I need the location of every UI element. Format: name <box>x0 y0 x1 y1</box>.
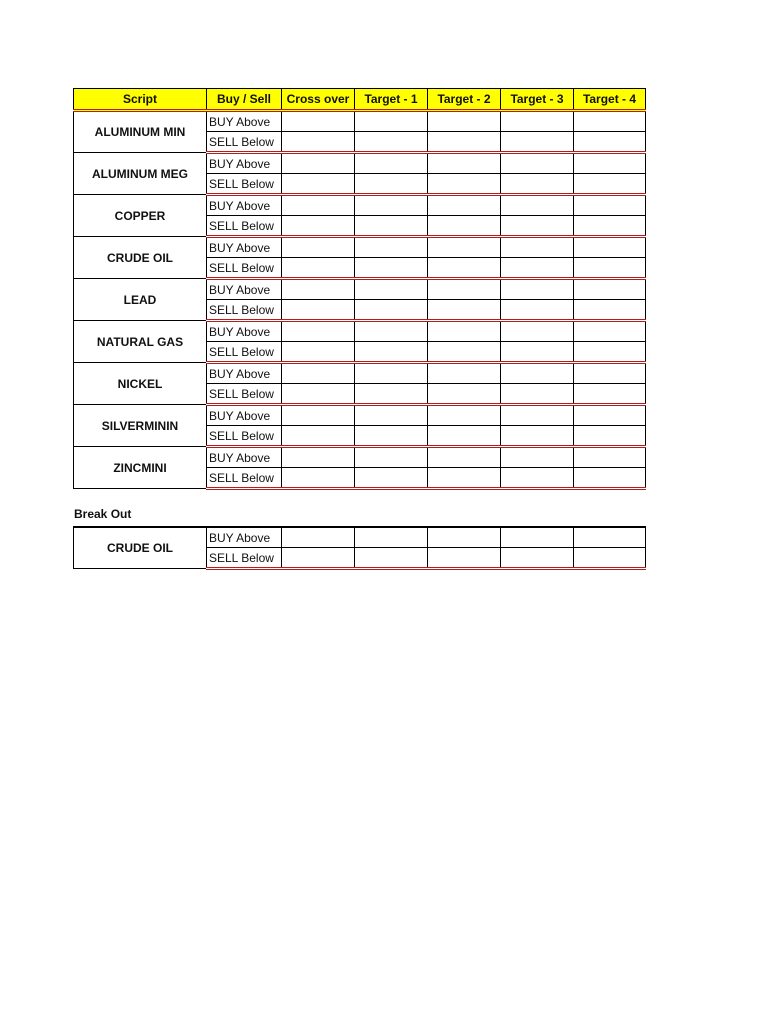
target-4-cell[interactable] <box>574 195 646 216</box>
target-1-cell[interactable] <box>355 321 428 342</box>
target-4-cell[interactable] <box>574 132 646 153</box>
sell-condition-cell[interactable]: SELL Below <box>207 216 282 237</box>
target-4-cell[interactable] <box>574 342 646 363</box>
breakout-sheet <box>73 526 645 570</box>
target-3-cell[interactable] <box>501 300 574 321</box>
header-target-4[interactable]: Target - 4 <box>574 89 646 111</box>
target-3-cell[interactable] <box>501 321 574 342</box>
target-4-cell[interactable] <box>574 258 646 279</box>
cross-over-cell[interactable] <box>282 216 355 237</box>
sell-condition-cell[interactable]: SELL Below <box>207 258 282 279</box>
header-target-3[interactable]: Target - 3 <box>501 89 574 111</box>
buy-row <box>74 153 646 174</box>
target-2-cell[interactable] <box>428 384 501 405</box>
sell-condition-cell[interactable]: SELL Below <box>207 548 282 569</box>
buy-row <box>74 279 646 300</box>
target-1-cell[interactable] <box>355 548 428 569</box>
target-2-cell[interactable] <box>428 548 501 569</box>
buy-condition-cell[interactable]: BUY Above <box>207 527 282 548</box>
target-3-cell[interactable] <box>501 342 574 363</box>
sell-condition-cell[interactable]: SELL Below <box>207 132 282 153</box>
cross-over-cell[interactable] <box>282 111 355 132</box>
target-3-cell[interactable] <box>501 195 574 216</box>
target-3-cell[interactable] <box>501 426 574 447</box>
script-name-cell[interactable]: COPPER <box>74 195 207 237</box>
cross-over-cell[interactable] <box>282 426 355 447</box>
target-2-cell[interactable] <box>428 237 501 258</box>
trade-levels-sheet <box>73 88 645 490</box>
cross-over-cell[interactable] <box>282 527 355 548</box>
cross-over-cell[interactable] <box>282 447 355 468</box>
buy-condition-cell[interactable]: BUY Above <box>207 279 282 300</box>
buy-condition-cell[interactable]: BUY Above <box>207 447 282 468</box>
cross-over-cell[interactable] <box>282 384 355 405</box>
target-4-cell[interactable] <box>574 300 646 321</box>
sell-condition-cell[interactable]: SELL Below <box>207 426 282 447</box>
target-2-cell[interactable] <box>428 216 501 237</box>
target-1-cell[interactable] <box>355 153 428 174</box>
target-3-cell[interactable] <box>501 363 574 384</box>
target-1-cell[interactable] <box>355 132 428 153</box>
header-target-1[interactable]: Target - 1 <box>355 89 428 111</box>
target-4-cell[interactable] <box>574 468 646 489</box>
cross-over-cell[interactable] <box>282 237 355 258</box>
target-4-cell[interactable] <box>574 216 646 237</box>
target-1-cell[interactable] <box>355 405 428 426</box>
script-name-cell[interactable]: SILVERMININ <box>74 405 207 447</box>
script-name-cell[interactable]: NICKEL <box>74 363 207 405</box>
target-3-cell[interactable] <box>501 111 574 132</box>
sell-condition-cell[interactable]: SELL Below <box>207 342 282 363</box>
cross-over-cell[interactable] <box>282 405 355 426</box>
target-4-cell[interactable] <box>574 279 646 300</box>
header-script[interactable]: Script <box>74 89 207 111</box>
target-1-cell[interactable] <box>355 527 428 548</box>
target-2-cell[interactable] <box>428 111 501 132</box>
cross-over-cell[interactable] <box>282 300 355 321</box>
cross-over-cell[interactable] <box>282 342 355 363</box>
cross-over-cell[interactable] <box>282 132 355 153</box>
buy-condition-cell[interactable]: BUY Above <box>207 237 282 258</box>
target-1-cell[interactable] <box>355 426 428 447</box>
target-4-cell[interactable] <box>574 363 646 384</box>
script-name-cell[interactable]: ZINCMINI <box>74 447 207 489</box>
target-1-cell[interactable] <box>355 258 428 279</box>
buy-row <box>74 363 646 384</box>
target-2-cell[interactable] <box>428 447 501 468</box>
trade-levels-table <box>73 88 646 490</box>
target-3-cell[interactable] <box>501 279 574 300</box>
target-3-cell[interactable] <box>501 405 574 426</box>
target-4-cell[interactable] <box>574 527 646 548</box>
script-name-cell[interactable]: ALUMINUM MIN <box>74 111 207 153</box>
cross-over-cell[interactable] <box>282 195 355 216</box>
script-name-cell[interactable]: CRUDE OIL <box>74 527 207 569</box>
target-1-cell[interactable] <box>355 111 428 132</box>
script-name-cell[interactable]: CRUDE OIL <box>74 237 207 279</box>
target-4-cell[interactable] <box>574 447 646 468</box>
target-4-cell[interactable] <box>574 111 646 132</box>
buy-row <box>74 405 646 426</box>
target-4-cell[interactable] <box>574 174 646 195</box>
target-3-cell[interactable] <box>501 174 574 195</box>
target-2-cell[interactable] <box>428 174 501 195</box>
cross-over-cell[interactable] <box>282 363 355 384</box>
target-1-cell[interactable] <box>355 279 428 300</box>
buy-condition-cell[interactable]: BUY Above <box>207 321 282 342</box>
target-1-cell[interactable] <box>355 174 428 195</box>
target-2-cell[interactable] <box>428 342 501 363</box>
target-4-cell[interactable] <box>574 321 646 342</box>
target-1-cell[interactable] <box>355 216 428 237</box>
target-3-cell[interactable] <box>501 258 574 279</box>
buy-row <box>74 527 646 548</box>
target-2-cell[interactable] <box>428 321 501 342</box>
buy-condition-cell[interactable]: BUY Above <box>207 405 282 426</box>
target-3-cell[interactable] <box>501 447 574 468</box>
sell-condition-cell[interactable]: SELL Below <box>207 174 282 195</box>
target-4-cell[interactable] <box>574 426 646 447</box>
target-2-cell[interactable] <box>428 300 501 321</box>
target-3-cell[interactable] <box>501 132 574 153</box>
target-2-cell[interactable] <box>428 363 501 384</box>
target-3-cell[interactable] <box>501 153 574 174</box>
main-table-body <box>74 111 646 489</box>
target-2-cell[interactable] <box>428 426 501 447</box>
script-name-cell[interactable]: LEAD <box>74 279 207 321</box>
target-1-cell[interactable] <box>355 300 428 321</box>
cross-over-cell[interactable] <box>282 468 355 489</box>
target-1-cell[interactable] <box>355 447 428 468</box>
buy-row <box>74 321 646 342</box>
target-4-cell[interactable] <box>574 153 646 174</box>
target-3-cell[interactable] <box>501 548 574 569</box>
sell-condition-cell[interactable]: SELL Below <box>207 300 282 321</box>
target-2-cell[interactable] <box>428 527 501 548</box>
target-3-cell[interactable] <box>501 468 574 489</box>
target-1-cell[interactable] <box>355 342 428 363</box>
cross-over-cell[interactable] <box>282 321 355 342</box>
breakout-table <box>73 526 646 570</box>
buy-row <box>74 111 646 132</box>
target-4-cell[interactable] <box>574 405 646 426</box>
buy-condition-cell[interactable]: BUY Above <box>207 111 282 132</box>
target-3-cell[interactable] <box>501 216 574 237</box>
cross-over-cell[interactable] <box>282 279 355 300</box>
cross-over-cell[interactable] <box>282 174 355 195</box>
target-4-cell[interactable] <box>574 548 646 569</box>
sell-condition-cell[interactable]: SELL Below <box>207 384 282 405</box>
buy-condition-cell[interactable]: BUY Above <box>207 153 282 174</box>
breakout-table-body <box>74 527 646 569</box>
buy-condition-cell[interactable]: BUY Above <box>207 195 282 216</box>
target-1-cell[interactable] <box>355 195 428 216</box>
buy-row <box>74 195 646 216</box>
target-2-cell[interactable] <box>428 153 501 174</box>
target-2-cell[interactable] <box>428 405 501 426</box>
header-target-2[interactable]: Target - 2 <box>428 89 501 111</box>
header-buy-sell[interactable]: Buy / Sell <box>207 89 282 111</box>
target-3-cell[interactable] <box>501 237 574 258</box>
target-4-cell[interactable] <box>574 384 646 405</box>
target-2-cell[interactable] <box>428 195 501 216</box>
cross-over-cell[interactable] <box>282 258 355 279</box>
sell-condition-cell[interactable]: SELL Below <box>207 468 282 489</box>
target-3-cell[interactable] <box>501 527 574 548</box>
script-name-cell[interactable]: NATURAL GAS <box>74 321 207 363</box>
target-1-cell[interactable] <box>355 237 428 258</box>
target-2-cell[interactable] <box>428 132 501 153</box>
target-1-cell[interactable] <box>355 384 428 405</box>
buy-row <box>74 447 646 468</box>
target-3-cell[interactable] <box>501 384 574 405</box>
header-cross-over[interactable]: Cross over <box>282 89 355 111</box>
target-1-cell[interactable] <box>355 363 428 384</box>
target-2-cell[interactable] <box>428 279 501 300</box>
script-name-cell[interactable]: ALUMINUM MEG <box>74 153 207 195</box>
cross-over-cell[interactable] <box>282 153 355 174</box>
cross-over-cell[interactable] <box>282 548 355 569</box>
target-1-cell[interactable] <box>355 468 428 489</box>
target-2-cell[interactable] <box>428 468 501 489</box>
breakout-title: Break Out <box>74 507 132 521</box>
header-row <box>74 89 646 111</box>
target-4-cell[interactable] <box>574 237 646 258</box>
buy-condition-cell[interactable]: BUY Above <box>207 363 282 384</box>
buy-row <box>74 237 646 258</box>
target-2-cell[interactable] <box>428 258 501 279</box>
